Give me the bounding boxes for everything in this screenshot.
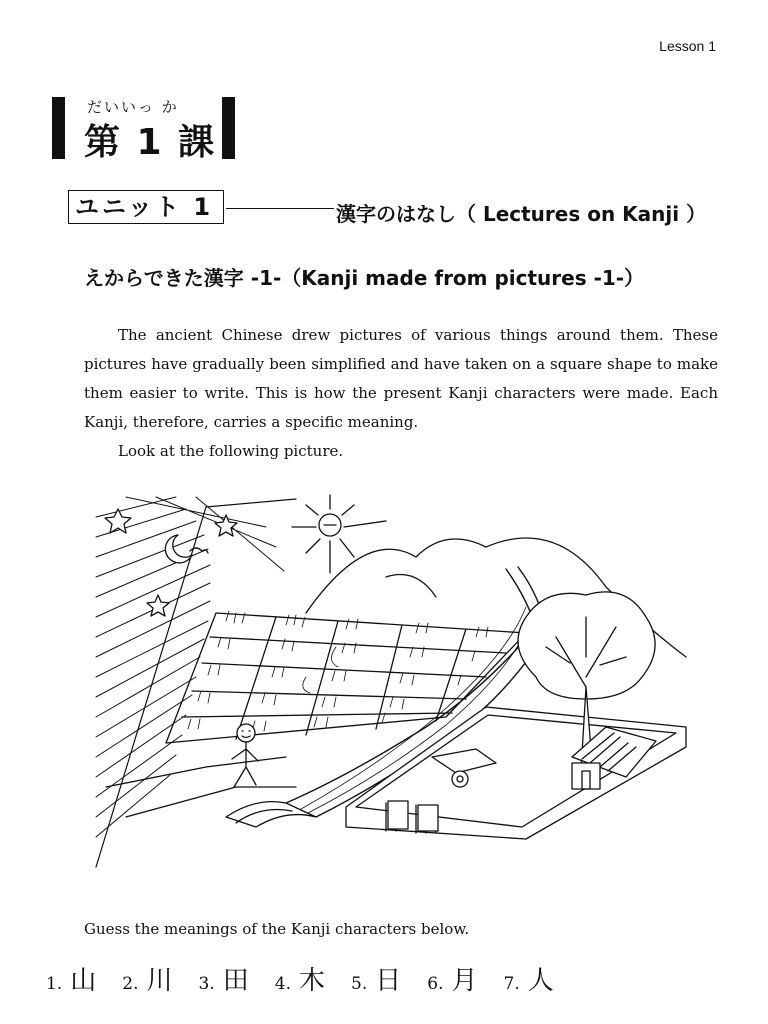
list-item — [504, 960, 554, 997]
item-number: 6. — [427, 974, 444, 994]
star-icon — [105, 509, 237, 616]
list-item — [427, 960, 477, 997]
sun-icon — [292, 495, 386, 573]
section-title: えからできた漢字 -1-（Kanji made from pictures -1-） — [84, 266, 645, 290]
lesson-label: Lesson 1 — [659, 38, 716, 54]
kanji-list — [46, 960, 726, 997]
list-item — [199, 960, 249, 997]
title-bar-left — [52, 97, 65, 159]
kanji-character: 山 — [70, 966, 97, 996]
unit-connector-line — [226, 208, 334, 209]
kanji-character: 田 — [222, 966, 249, 996]
item-number: 1. — [46, 974, 63, 994]
unit-label: ユニット 1 — [68, 190, 224, 224]
list-item — [46, 960, 96, 997]
paragraph-2: Look at the following picture. — [118, 442, 344, 460]
person-figure — [232, 724, 258, 787]
kanji-character: 木 — [298, 966, 325, 996]
item-number: 7. — [503, 974, 520, 994]
title-bar-right — [222, 97, 235, 159]
item-number: 2. — [122, 974, 139, 994]
list-item — [122, 960, 172, 997]
list-item — [275, 960, 325, 997]
chapter-ruby: だいいっ か — [87, 98, 179, 116]
kanji-character: 人 — [527, 966, 554, 996]
walled-garden — [346, 707, 686, 839]
bridge — [226, 802, 316, 827]
moon-icon — [165, 535, 192, 563]
list-item — [351, 960, 401, 997]
night-sky-hatching — [96, 497, 284, 837]
exercise-instruction: Guess the meanings of the Kanji characters below. — [84, 920, 470, 938]
unit-title: 漢字のはなし（ Lectures on Kanji ） — [336, 202, 707, 226]
landscape-illustration — [86, 487, 696, 887]
item-number: 5. — [351, 974, 368, 994]
kanji-character: 月 — [451, 966, 478, 996]
item-number: 3. — [198, 974, 215, 994]
paragraph-1: The ancient Chinese drew pictures of various things around them. These pictures have gradually been simplified and have taken on a square shape to make them easier to write. This is how the present Kanji characters were made. Each Kanji, therefore, carries a specific meaning. — [84, 326, 718, 431]
chapter-title: 第 1 課 — [84, 122, 217, 163]
kanji-character: 日 — [375, 966, 402, 996]
kanji-character: 川 — [146, 966, 173, 996]
item-number: 4. — [274, 974, 291, 994]
body-text — [84, 321, 718, 466]
mountain-fold — [386, 575, 436, 598]
